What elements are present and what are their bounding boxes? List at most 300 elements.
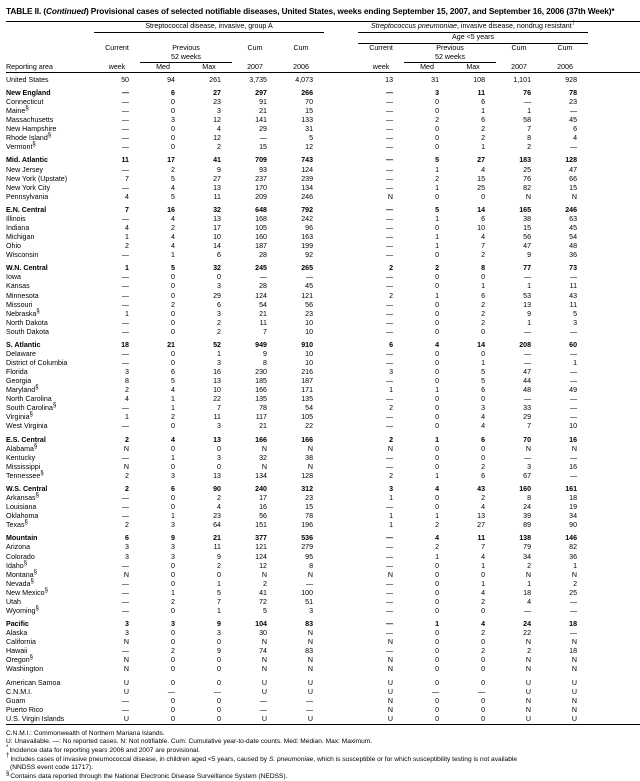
table-row — [6, 98, 640, 107]
cell-p-cum-2006: 4 — [573, 134, 578, 143]
row-area-label: Pacific — [6, 620, 29, 629]
cell-p-cum-2007: U — [525, 714, 532, 723]
cell-p-max: 2 — [481, 629, 486, 638]
row-column-gap — [324, 638, 358, 647]
cell-a-cum-2007: 240 — [255, 485, 267, 494]
cell-a-max: 3 — [217, 422, 221, 431]
table-row — [6, 175, 640, 184]
row-tail-spacer — [588, 143, 640, 152]
cell-p-cum-2007: 7 — [527, 422, 532, 431]
cell-a-current-week: 2 — [125, 521, 129, 530]
row-area-label: North Dakota — [6, 318, 48, 327]
cell-p-max: 1 — [481, 143, 486, 152]
row-tail-spacer — [588, 463, 640, 472]
cell-a-max: 7 — [217, 597, 221, 606]
row-area-label: Oklahoma — [6, 512, 39, 521]
cell-p-current-week: — — [385, 282, 394, 291]
cell-p-med: 0 — [435, 309, 440, 318]
row-column-gap — [324, 76, 358, 85]
cell-a-med: 4 — [171, 435, 175, 444]
header-a-med: Med — [140, 62, 186, 72]
row-area-label: Florida — [6, 368, 28, 377]
cell-a-current-week: 8 — [125, 377, 129, 386]
cell-a-max: 9 — [217, 165, 221, 174]
cell-a-current-week: — — [121, 107, 129, 116]
header-a-previous: Previous — [172, 43, 200, 52]
footnote-pneumococcal-species: S. pneumoniae — [268, 755, 314, 763]
cell-p-current-week: 2 — [389, 435, 394, 444]
cell-a-cum-2007: 28 — [259, 251, 267, 260]
cell-a-med: 0 — [171, 134, 175, 143]
row-area-label: Maryland§ — [6, 384, 39, 395]
cell-p-max: 0 — [481, 453, 486, 462]
cell-p-cum-2006: 66 — [569, 174, 578, 183]
row-tail-spacer — [588, 386, 640, 395]
row-tail-spacer — [588, 598, 640, 607]
cell-p-max: 14 — [477, 340, 486, 349]
row-tail-spacer — [588, 436, 640, 445]
cell-a-cum-2006: 242 — [301, 214, 314, 223]
cell-a-max: 6 — [217, 300, 221, 309]
row-area-label: Georgia — [6, 377, 32, 386]
row-column-gap — [324, 404, 358, 413]
cell-a-cum-2006: 187 — [301, 377, 314, 386]
cell-p-cum-2006: 82 — [569, 543, 578, 552]
cell-p-max: 5 — [481, 368, 486, 377]
cell-p-med: 1 — [435, 242, 440, 251]
table-row — [6, 553, 640, 562]
cell-p-current-week: — — [385, 116, 394, 125]
row-column-gap — [324, 301, 358, 310]
cell-p-cum-2006: — — [569, 471, 578, 480]
cell-p-cum-2007: — — [523, 98, 532, 107]
cell-a-cum-2006: 95 — [305, 552, 314, 561]
row-area-label: United States — [6, 75, 49, 84]
row-tail-spacer — [588, 638, 640, 647]
cell-a-current-week: — — [121, 98, 129, 107]
cell-a-max: 22 — [213, 395, 221, 404]
cell-a-med: 4 — [171, 214, 175, 223]
cell-a-current-week: — — [121, 647, 129, 656]
row-area-label: New Mexico§ — [6, 587, 48, 597]
cell-a-med: 4 — [171, 242, 175, 251]
cell-p-cum-2006: N — [571, 696, 578, 705]
cell-a-cum-2007: 11 — [259, 318, 267, 327]
cell-p-cum-2006: U — [571, 678, 578, 687]
header-row-previous — [6, 43, 640, 53]
cell-a-current-week: N — [123, 570, 129, 579]
cell-a-med: 0 — [171, 291, 175, 300]
cell-p-max: 4 — [481, 233, 486, 242]
cell-p-cum-2007: N — [525, 696, 532, 705]
cell-p-cum-2007: 138 — [519, 534, 532, 543]
cell-p-med: 0 — [435, 134, 440, 143]
cell-p-max: 43 — [477, 485, 486, 494]
row-tail-spacer — [588, 328, 640, 337]
cell-a-max: 0 — [217, 570, 221, 579]
cell-p-med: 1 — [435, 620, 440, 629]
cell-a-cum-2006: 536 — [301, 534, 314, 543]
cell-a-cum-2006: 312 — [301, 485, 314, 494]
cell-p-cum-2006: — — [569, 395, 578, 404]
cell-p-med: 0 — [435, 404, 440, 413]
cell-a-current-week: N — [123, 444, 129, 453]
cell-p-med: 0 — [435, 696, 440, 705]
cell-a-cum-2007: 8 — [263, 359, 267, 368]
row-footnote-mark: § — [34, 443, 38, 450]
row-column-gap — [324, 215, 358, 224]
row-area-label: Rhode Island§ — [6, 132, 52, 143]
cell-a-current-week: — — [121, 588, 129, 597]
row-area-label: Wyoming§ — [6, 605, 39, 615]
row-column-gap — [324, 166, 358, 175]
cell-p-cum-2007: N — [525, 705, 532, 714]
cell-a-current-week: 1 — [125, 309, 129, 318]
cell-p-cum-2006: — — [569, 377, 578, 386]
cell-p-cum-2007: 15 — [523, 224, 532, 232]
row-tail-spacer — [588, 697, 640, 706]
row-tail-spacer — [588, 629, 640, 638]
cell-p-med: 0 — [435, 705, 440, 714]
row-area-label: Puerto Rico — [6, 705, 44, 714]
cell-p-med: 1 — [435, 183, 440, 192]
row-column-gap — [324, 656, 358, 665]
row-column-gap — [324, 580, 358, 589]
cell-a-max: 0 — [217, 656, 221, 665]
cell-p-cum-2007: 89 — [523, 521, 532, 530]
cell-p-med: 1 — [435, 165, 440, 174]
footnote-pneumococcal-text-a: Includes cases of invasive pneumococcal disease, in children aged <5 years, caused by — [10, 755, 269, 763]
row-column-gap — [324, 607, 358, 616]
cell-a-cum-2006: U — [307, 714, 314, 723]
cell-a-med: 3 — [171, 116, 175, 125]
cell-p-cum-2006: 161 — [565, 485, 578, 494]
cell-p-max: 2 — [481, 318, 486, 327]
row-column-gap — [324, 98, 358, 107]
cell-p-med: 0 — [435, 224, 440, 232]
cell-a-current-week: 3 — [125, 629, 129, 638]
cell-a-med: 94 — [167, 75, 175, 84]
cell-a-med: — — [167, 687, 175, 696]
cell-p-med: 0 — [435, 579, 440, 588]
cell-a-max: 2 — [217, 561, 221, 570]
cell-p-med: 0 — [435, 395, 440, 404]
cell-a-current-week: — — [121, 579, 129, 588]
cell-p-cum-2006: 246 — [565, 205, 578, 214]
cell-p-current-week: — — [385, 88, 394, 97]
cell-p-cum-2006: 18 — [569, 647, 578, 656]
cell-p-med: 1 — [435, 552, 440, 561]
cell-p-med: 0 — [435, 107, 440, 116]
row-area-label: New York City — [6, 183, 51, 192]
row-footnote-mark: § — [29, 411, 33, 418]
cell-p-current-week: N — [387, 665, 394, 674]
cell-p-cum-2007: 208 — [519, 340, 532, 349]
cell-p-med: 0 — [435, 327, 440, 336]
table-row — [6, 242, 640, 251]
row-column-gap — [324, 377, 358, 386]
header-blank-15 — [542, 53, 588, 63]
cell-p-med: 0 — [435, 453, 440, 462]
table-row — [6, 571, 640, 580]
cell-p-max: 2 — [481, 494, 486, 503]
cell-p-current-week: — — [385, 579, 394, 588]
cell-p-current-week: N — [387, 656, 394, 665]
table-row — [6, 395, 640, 404]
cell-a-cum-2006: 743 — [301, 156, 314, 165]
row-tail-spacer — [588, 422, 640, 431]
cell-a-cum-2007: 709 — [255, 156, 267, 165]
row-column-gap — [324, 454, 358, 463]
cell-a-med: 2 — [171, 224, 175, 232]
row-tail-spacer — [588, 116, 640, 125]
cell-p-current-week: — — [385, 273, 394, 282]
row-tail-spacer — [588, 89, 640, 98]
cell-p-max: 6 — [481, 435, 486, 444]
cell-p-max: 1 — [481, 579, 486, 588]
cell-a-cum-2006: 133 — [301, 116, 314, 125]
table-row — [6, 386, 640, 395]
cell-a-current-week: 4 — [125, 395, 129, 404]
cell-a-med: 5 — [171, 174, 175, 183]
cell-a-med: 0 — [171, 107, 175, 116]
cell-a-current-week: — — [121, 282, 129, 291]
header-p-cum-2006-label: Cum — [557, 43, 573, 52]
cell-p-med: 1 — [435, 214, 440, 223]
cell-a-med: 16 — [167, 205, 175, 214]
cell-p-cum-2007: 24 — [523, 620, 532, 629]
cell-p-med: 0 — [435, 422, 440, 431]
cell-a-max: 13 — [213, 377, 221, 386]
cell-p-med: 0 — [435, 98, 440, 107]
cell-a-cum-2006: 70 — [305, 98, 314, 107]
row-column-gap — [324, 521, 358, 530]
row-column-gap — [324, 224, 358, 233]
table-row — [6, 404, 640, 413]
cell-a-cum-2006: N — [307, 444, 314, 453]
cell-a-med: 0 — [171, 629, 175, 638]
cell-a-cum-2007: 135 — [255, 395, 267, 404]
cell-a-cum-2006: N — [307, 462, 314, 471]
table-row — [6, 413, 640, 422]
cell-a-cum-2007: N — [261, 444, 267, 453]
cell-p-cum-2007: 76 — [523, 174, 532, 183]
cell-p-cum-2006: 146 — [565, 534, 578, 543]
cell-p-current-week: — — [385, 156, 394, 165]
cell-a-cum-2007: — — [259, 273, 267, 282]
cell-a-max: 64 — [213, 521, 221, 530]
table-row — [6, 422, 640, 431]
cell-a-med: 2 — [171, 413, 175, 422]
cell-p-current-week: 2 — [389, 264, 394, 273]
row-area-label: Indiana — [6, 224, 30, 232]
row-column-gap — [324, 359, 358, 368]
cell-p-current-week: N — [387, 705, 394, 714]
row-footnote-mark: § — [23, 560, 28, 567]
cell-a-max: 41 — [213, 156, 221, 165]
row-column-gap — [324, 310, 358, 319]
cell-a-med: 0 — [171, 462, 175, 471]
row-tail-spacer — [588, 656, 640, 665]
row-column-gap — [324, 715, 358, 725]
cell-p-med: 1 — [435, 471, 440, 480]
cell-p-cum-2007: 44 — [523, 377, 532, 386]
row-tail-spacer — [588, 521, 640, 530]
table-row — [6, 589, 640, 598]
row-column-gap — [324, 679, 358, 688]
cell-p-cum-2006: 60 — [569, 340, 578, 349]
table-row — [6, 638, 640, 647]
table-row — [6, 580, 640, 589]
cell-a-cum-2006: 23 — [305, 309, 314, 318]
table-row — [6, 679, 640, 688]
cell-a-cum-2007: 377 — [255, 534, 267, 543]
cell-p-max: 2 — [481, 647, 486, 656]
cell-a-cum-2006: 54 — [305, 404, 314, 413]
cell-p-cum-2007: 24 — [523, 503, 532, 512]
header-blank-10 — [232, 53, 278, 63]
cell-a-max: 0 — [217, 273, 221, 282]
cell-p-cum-2006: — — [569, 143, 578, 152]
row-area-label: New York (Upstate) — [6, 174, 68, 183]
cell-a-cum-2006: 8 — [309, 561, 314, 570]
row-tail-spacer — [588, 107, 640, 116]
cell-a-cum-2006: 100 — [301, 588, 314, 597]
table-row — [6, 273, 640, 282]
cell-a-current-week: N — [123, 462, 129, 471]
cell-p-current-week: — — [385, 552, 394, 561]
table-row — [6, 485, 640, 494]
cell-a-cum-2007: 124 — [255, 291, 267, 300]
cell-p-cum-2006: 25 — [569, 588, 578, 597]
cell-a-med: 0 — [171, 327, 175, 336]
header-p-med: Med — [404, 62, 450, 72]
cell-p-cum-2006: 15 — [569, 183, 578, 192]
cell-a-med: 0 — [171, 494, 175, 503]
cell-a-cum-2007: 5 — [263, 606, 267, 615]
cell-a-med: 6 — [171, 368, 175, 377]
row-area-label: Mountain — [6, 534, 38, 543]
cell-p-current-week: U — [387, 687, 394, 696]
header-a-cum-2006-label: Cum — [293, 43, 309, 52]
cell-p-max: 25 — [477, 183, 486, 192]
cell-a-current-week: N — [123, 638, 129, 647]
cell-a-med: 3 — [171, 620, 175, 629]
cell-a-cum-2007: 54 — [259, 300, 267, 309]
row-column-gap — [324, 620, 358, 629]
table-row — [6, 319, 640, 328]
cell-p-cum-2007: 1,101 — [513, 75, 532, 84]
cell-a-cum-2007: 245 — [255, 264, 267, 273]
cell-a-cum-2006: 246 — [301, 192, 314, 201]
cell-a-max: 2 — [217, 494, 221, 503]
cell-a-max: 9 — [217, 552, 221, 561]
header-blank-2 — [94, 32, 324, 43]
cell-p-current-week: — — [385, 98, 394, 107]
cell-a-max: 1 — [217, 579, 221, 588]
cell-p-cum-2006: N — [571, 656, 578, 665]
cell-a-cum-2007: 648 — [255, 205, 267, 214]
row-area-label: Massachusetts — [6, 116, 54, 125]
cell-p-cum-2007: 82 — [523, 183, 532, 192]
cell-a-max: 6 — [217, 251, 221, 260]
cell-a-cum-2007: — — [259, 134, 267, 143]
cell-a-cum-2007: 78 — [259, 404, 267, 413]
row-area-label: District of Columbia — [6, 359, 68, 368]
row-area-label: American Samoa — [6, 678, 61, 687]
cell-p-med: 0 — [435, 561, 440, 570]
cell-a-current-week: 2 — [125, 435, 129, 444]
cell-p-current-week: — — [385, 143, 394, 152]
cell-p-cum-2006: — — [569, 404, 578, 413]
table-row — [6, 521, 640, 530]
cell-p-cum-2007: U — [525, 687, 532, 696]
cell-p-med: 0 — [435, 462, 440, 471]
cell-a-current-week: — — [121, 134, 129, 143]
header-blank-7 — [588, 43, 640, 53]
cell-a-cum-2006: — — [305, 579, 314, 588]
cell-a-cum-2006: 92 — [305, 251, 314, 260]
title-continued: Continued — [46, 6, 86, 16]
header-reporting-area: Reporting area — [6, 62, 94, 72]
cell-a-max: 2 — [217, 327, 221, 336]
cell-a-cum-2007: N — [261, 462, 267, 471]
cell-a-max: 27 — [213, 88, 221, 97]
cell-a-current-week: — — [121, 705, 129, 714]
cell-p-current-week: — — [385, 647, 394, 656]
cell-p-current-week: — — [385, 413, 394, 422]
cell-a-med: 5 — [171, 377, 175, 386]
cell-a-current-week: 6 — [125, 534, 129, 543]
row-column-gap — [324, 589, 358, 598]
cell-p-current-week: — — [385, 349, 394, 358]
cell-p-med: 1 — [435, 435, 440, 444]
header-blank-11 — [278, 53, 324, 63]
cell-a-cum-2006: 10 — [305, 327, 314, 336]
table-row — [6, 620, 640, 629]
cell-p-med: 0 — [435, 494, 440, 503]
row-column-gap — [324, 706, 358, 715]
footnote-cnmi: C.N.M.I.: Commonwealth of Northern Mariana Islands. — [6, 729, 165, 737]
cell-p-med: 2 — [435, 543, 440, 552]
cell-a-med: 6 — [171, 88, 175, 97]
cell-p-current-week: — — [385, 534, 394, 543]
cell-a-max: 0 — [217, 638, 221, 647]
cell-a-max: 32 — [213, 205, 221, 214]
footnote-pneumococcal-text-b: , which is susceptible or for which susceptibility testing is not available — [313, 755, 518, 763]
cell-p-cum-2006: — — [569, 413, 578, 422]
cell-p-max: 27 — [477, 156, 486, 165]
row-tail-spacer — [588, 206, 640, 215]
cell-p-max: 4 — [481, 552, 486, 561]
cell-a-med: 0 — [171, 606, 175, 615]
row-tail-spacer — [588, 98, 640, 107]
cell-a-med: 0 — [171, 570, 175, 579]
cell-p-max: 4 — [481, 422, 486, 431]
table-row — [6, 328, 640, 337]
cell-a-med: 0 — [171, 309, 175, 318]
cell-a-cum-2006: 3 — [309, 606, 314, 615]
row-footnote-mark: § — [35, 492, 39, 499]
cell-p-cum-2007: 38 — [523, 214, 532, 223]
row-tail-spacer — [588, 503, 640, 512]
title-suffix: ) Provisional cases of selected notifiable diseases, United States, weeks ending September 15, 2007, and September 16, 2006 (37th Week)* — [85, 6, 615, 16]
table-body — [6, 76, 640, 725]
row-area-label: U.S. Virgin Islands — [6, 714, 65, 723]
cell-p-cum-2007: — — [523, 359, 532, 368]
cell-a-max: 13 — [213, 435, 221, 444]
row-tail-spacer — [588, 301, 640, 310]
